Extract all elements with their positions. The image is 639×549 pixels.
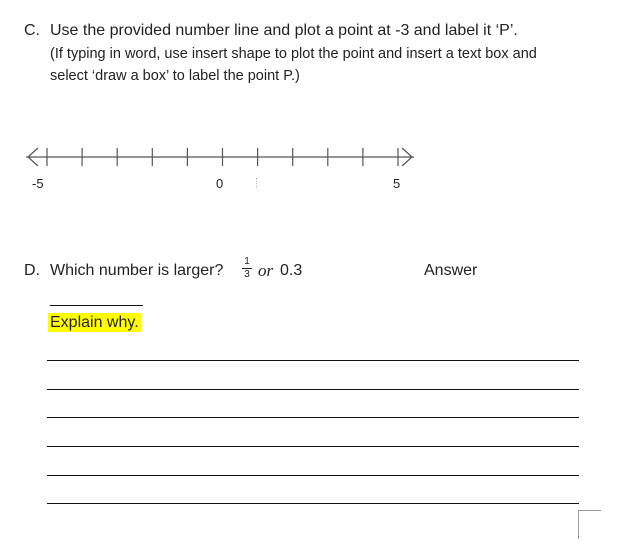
- explain-label: Explain why.: [50, 314, 139, 331]
- tick-label-middle: 0: [216, 176, 224, 191]
- fraction-numerator: 1: [244, 256, 250, 267]
- question-c-letter: C.: [24, 22, 40, 39]
- fraction-denominator: 3: [244, 269, 250, 280]
- writing-line: [47, 417, 579, 418]
- explain-label-wrapper: [48, 314, 141, 332]
- tick-label-left: -5: [32, 176, 44, 191]
- or-word: or: [258, 261, 274, 280]
- writing-line: [47, 360, 579, 361]
- question-c-note-line1: (If typing in word, use insert shape to plot the point and insert a text box and: [50, 46, 537, 62]
- question-d-letter: D.: [24, 262, 40, 279]
- fraction-one-third: [242, 257, 252, 280]
- decimal-value: 0.3: [280, 262, 303, 279]
- question-c-note-line2: select ‘draw a box’ to label the point P.): [50, 68, 300, 84]
- tick-label-right: 5: [393, 176, 401, 191]
- writing-line: [47, 389, 579, 390]
- writing-line: [47, 503, 579, 504]
- writing-line: [47, 446, 579, 447]
- answer-label: Answer: [424, 262, 478, 279]
- writing-line: [47, 475, 579, 476]
- cursor-mark: [256, 178, 258, 188]
- page-margin-corner-mark: [578, 510, 601, 539]
- question-c-text: Use the provided number line and plot a point at -3 and label it ‘P’.: [50, 22, 518, 39]
- question-d-text: Which number is larger?: [50, 262, 224, 279]
- answer-short-line: [50, 305, 143, 306]
